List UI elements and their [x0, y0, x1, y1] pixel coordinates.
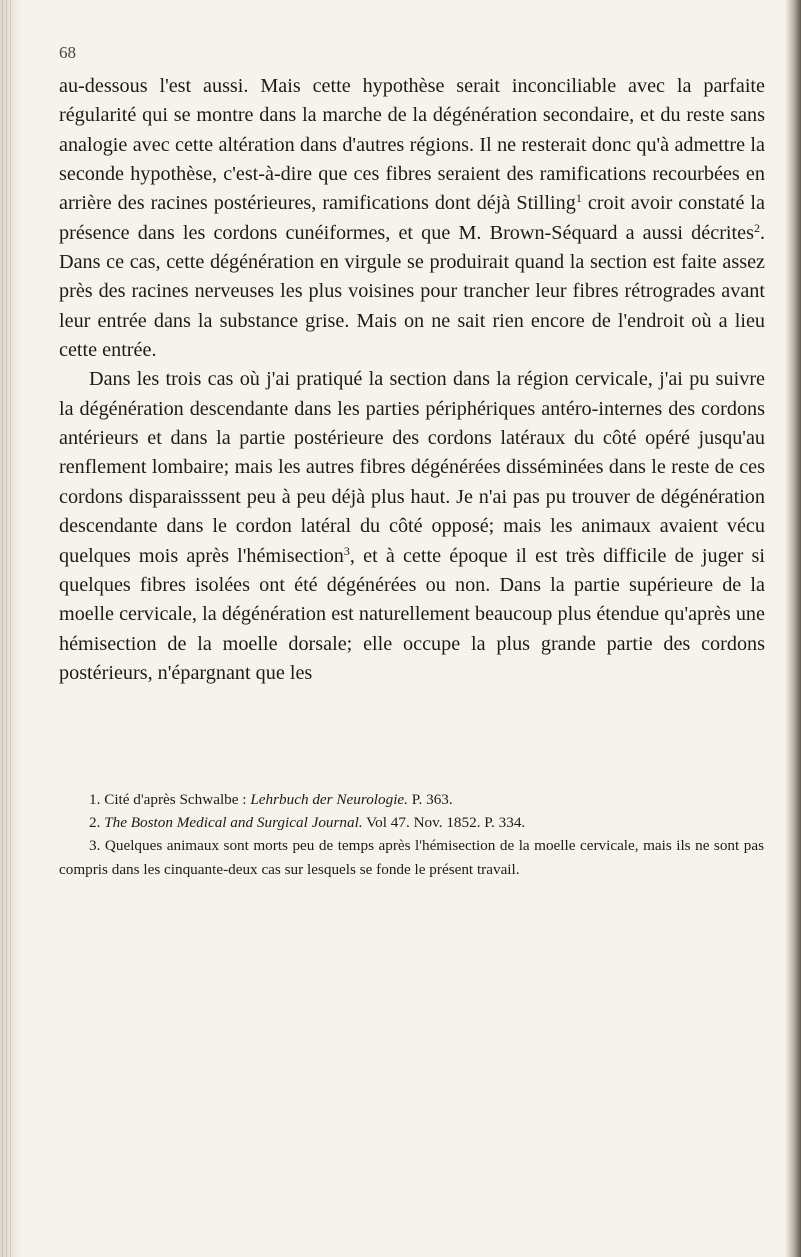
footnote-number: 3. [89, 837, 101, 855]
footnote-reference-3[interactable]: 3 [343, 543, 350, 558]
paragraph-2 [59, 365, 765, 688]
footnote-citation-title: The Boston Medical and Surgical Journal. [104, 814, 363, 832]
paragraph-1 [59, 72, 765, 365]
paragraph-1-text: au-dessous l'est aussi. Mais cette hypothèse serait inconciliable avec la parfaite régularité qui se montre dans la marche de la dégénération secondaire, et du reste sans analogie avec cette altération dans d'autres régions. Il ne resterait donc qu'à admettre la seconde hypothèse, c'est-à-dire que ces fibres seraient des ramifications recourbées en arrière des racines postérieures, ramifications dont déjà Stilling [59, 75, 765, 215]
main-text [59, 72, 765, 688]
footnote-reference-2[interactable]: 2 [753, 220, 760, 235]
footnote-text: Quelques animaux sont morts peu de temps après l'hémisection de la moelle cervicale, mais ils ne sont pas compris dans les cinquante-deux cas sur lesquels se fonde le présent travail. [59, 837, 764, 878]
footnotes [59, 788, 764, 881]
page-edge-shadow [785, 0, 801, 1257]
footnote-3 [59, 834, 764, 880]
footnote-1 [59, 788, 764, 811]
footnote-text: Cité d'après Schwalbe : [100, 791, 251, 808]
footnote-citation-title: Lehrbuch der Neurologie. [250, 791, 408, 808]
footnote-number: 1. [89, 791, 101, 808]
page-number: 68 [59, 43, 76, 62]
paragraph-2-text: Dans les trois cas où j'ai pratiqué la section dans la région cervicale, j'ai pu suivre la dégénération descendante dans les parties périphériques antéro-internes des cordons antérieurs et dans la partie postérieure des cordons latéraux du côté opéré jusqu'au renflement lombaire; mais les autres fibres dégénérées disséminées dans le reste de ces cordons disparaisssent peu à peu déjà plus haut. Je n'ai pas pu trouver de dégénération descendante dans le cordon latéral du côté opposé; mais les animaux avaient vécu quelques mois après l'hémisection [59, 368, 765, 567]
paragraph-1-text-end: . Dans ce cas, cette dégénération en virgule se produirait quand la section est faite assez près des racines nerveuses les plus voisines pour trancher leur fibres rétrogrades avant leur entrée dans la substance grise. Mais on ne sait rien encore de l'endroit où a lieu cette entrée. [59, 221, 765, 362]
footnote-text-after: Vol 47. Nov. 1852. P. 334. [362, 814, 526, 832]
book-binding-lines [2, 0, 14, 1257]
footnote-number: 2. [89, 814, 101, 832]
footnote-2 [59, 811, 764, 834]
paragraph-1-text-mid: croit avoir constaté la présence dans les cordons cunéiformes, et que M. Brown-Séquard a aussi décrites [59, 192, 766, 244]
footnote-text-after: P. 363. [407, 791, 453, 808]
paragraph-2-text-end: , et à cette époque il est très difficile de juger si quelques fibres isolées ont été dégénérées ou non. Dans la partie supérieure de la moelle cervicale, la dégénération est naturellement beaucoup plus étendue qu'après une hémisection de la moelle dorsale; elle occupe la plus grande partie des cordons postérieurs, n'épargnant que les [59, 544, 765, 684]
footnote-reference-1[interactable]: 1 [575, 191, 582, 206]
